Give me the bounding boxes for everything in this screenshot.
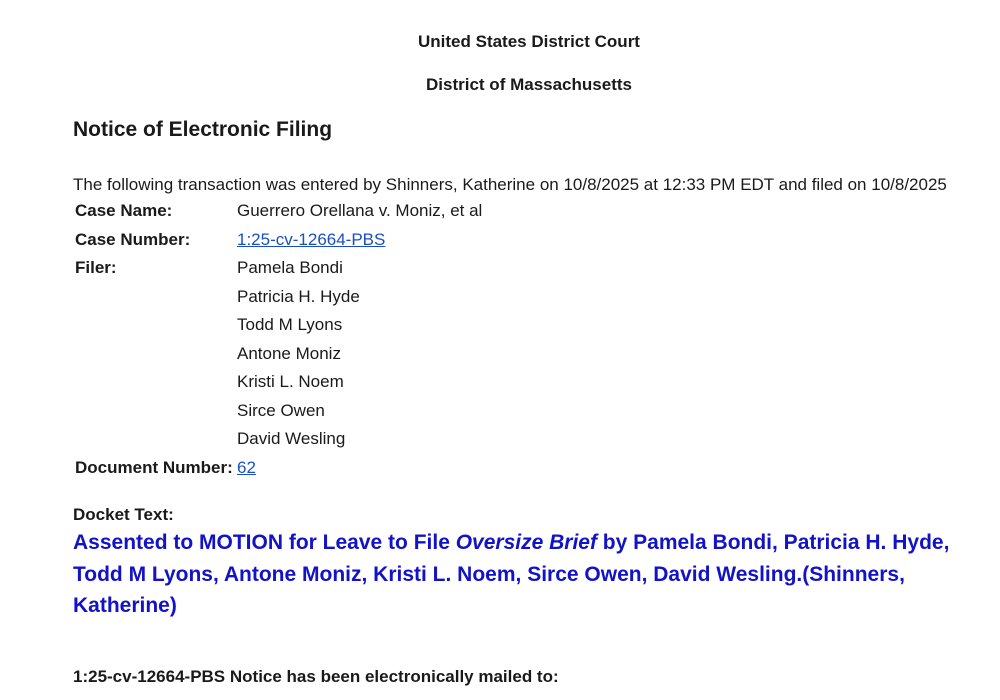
case-number-cell: [235, 226, 484, 255]
docket-text-end: by Pamela Bondi, Patricia H. Hyde, Todd M Lyons, Antone Moniz, Kristi L. Noem, Sirce Owen, David Wesling.(Shinners, Katherine): [73, 531, 950, 617]
filer-row: [73, 425, 484, 454]
document-number-label: Document Number:: [75, 457, 233, 477]
filer-row: [73, 397, 484, 426]
case-name-label: Case Name:: [75, 201, 173, 221]
document-number-cell: [235, 454, 484, 483]
case-name-row: [73, 197, 484, 226]
case-number-label: Case Number:: [75, 229, 191, 249]
filer-label: Filer:: [75, 258, 117, 278]
transaction-intro: The following transaction was entered by Shinners, Katherine on 10/8/2025 at 12:33 PM EDT and filed on 10/8/2025: [73, 175, 947, 194]
case-name-value: Guerrero Orellana v. Moniz, et al: [237, 201, 483, 221]
case-info-table: [73, 197, 484, 482]
document-number-row: [73, 454, 484, 483]
filer-row: [73, 283, 484, 312]
filer-name: Patricia H. Hyde: [237, 286, 360, 306]
filer-row: [73, 254, 484, 283]
docket-text-label: Docket Text:: [73, 505, 174, 524]
filer-name: Sirce Owen: [237, 400, 325, 420]
page-title: Notice of Electronic Filing: [73, 118, 333, 141]
filer-name: David Wesling: [237, 429, 346, 449]
filer-name: Kristi L. Noem: [237, 372, 344, 392]
filer-row: [73, 311, 484, 340]
filer-name: Pamela Bondi: [237, 258, 343, 278]
docket-text: [73, 527, 973, 622]
filer-name: Todd M Lyons: [237, 315, 343, 335]
filer-name: Antone Moniz: [237, 343, 341, 363]
docket-text-start: Assented to MOTION for Leave to File: [73, 531, 456, 554]
document-number-link[interactable]: 62: [237, 457, 256, 477]
case-number-row: [73, 226, 484, 255]
case-number-link[interactable]: 1:25-cv-12664-PBS: [237, 229, 386, 249]
filer-row: [73, 368, 484, 397]
mailed-notice-heading: 1:25-cv-12664-PBS Notice has been electronically mailed to:: [73, 667, 559, 686]
court-district: District of Massachusetts: [426, 75, 632, 94]
court-name: United States District Court: [418, 32, 640, 51]
docket-text-italic: Oversize Brief: [455, 531, 597, 554]
filer-row: [73, 340, 484, 369]
